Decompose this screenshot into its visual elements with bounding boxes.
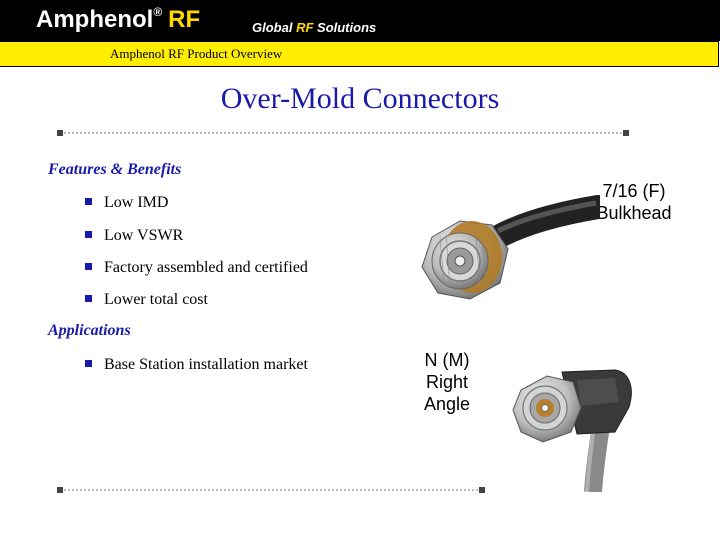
features-heading: Features & Benefits xyxy=(48,161,182,178)
bullet-mark xyxy=(85,295,92,302)
tagline xyxy=(252,20,376,35)
feature-item xyxy=(85,194,168,212)
bulkhead-connector-image xyxy=(410,185,600,320)
feature-text: Low VSWR xyxy=(104,227,184,244)
subheader-bar xyxy=(0,41,719,67)
brand-rf: RF xyxy=(168,6,201,33)
tagline-post: Solutions xyxy=(313,20,377,35)
tagline-pre: Global xyxy=(252,20,297,35)
feature-item xyxy=(85,227,183,245)
bulkhead-label-line: Bulkhead xyxy=(596,203,672,223)
brand-name: Amphenol xyxy=(36,6,154,33)
bullet-mark xyxy=(85,360,92,367)
feature-text: Lower total cost xyxy=(104,291,208,308)
bullet-mark xyxy=(85,263,92,270)
right-angle-label-line: Angle xyxy=(423,394,471,414)
brand-logo xyxy=(36,6,200,34)
right-angle-label-line: Right xyxy=(425,372,469,392)
bulkhead-label-line: 7/16 (F) xyxy=(602,181,666,201)
page-title: Over-Mold Connectors xyxy=(220,82,500,115)
feature-text: Factory assembled and certified xyxy=(104,259,308,276)
bullet-mark xyxy=(85,231,92,238)
application-item xyxy=(85,356,308,374)
top-divider xyxy=(60,132,626,134)
right-angle-connector-image xyxy=(507,362,642,492)
tagline-rf: RF xyxy=(296,20,314,35)
right-angle-label xyxy=(412,349,482,415)
subheader-title: Amphenol RF Product Overview xyxy=(110,46,283,61)
registered-mark: ® xyxy=(153,5,163,19)
feature-text: Low IMD xyxy=(104,194,169,211)
bottom-divider xyxy=(60,489,482,491)
feature-item xyxy=(85,259,308,277)
right-angle-label-line: N (M) xyxy=(424,350,470,370)
application-text: Base Station installation market xyxy=(104,356,308,373)
bullet-mark xyxy=(85,198,92,205)
feature-item xyxy=(85,291,208,309)
header-bar xyxy=(0,0,720,41)
applications-heading: Applications xyxy=(48,322,131,339)
